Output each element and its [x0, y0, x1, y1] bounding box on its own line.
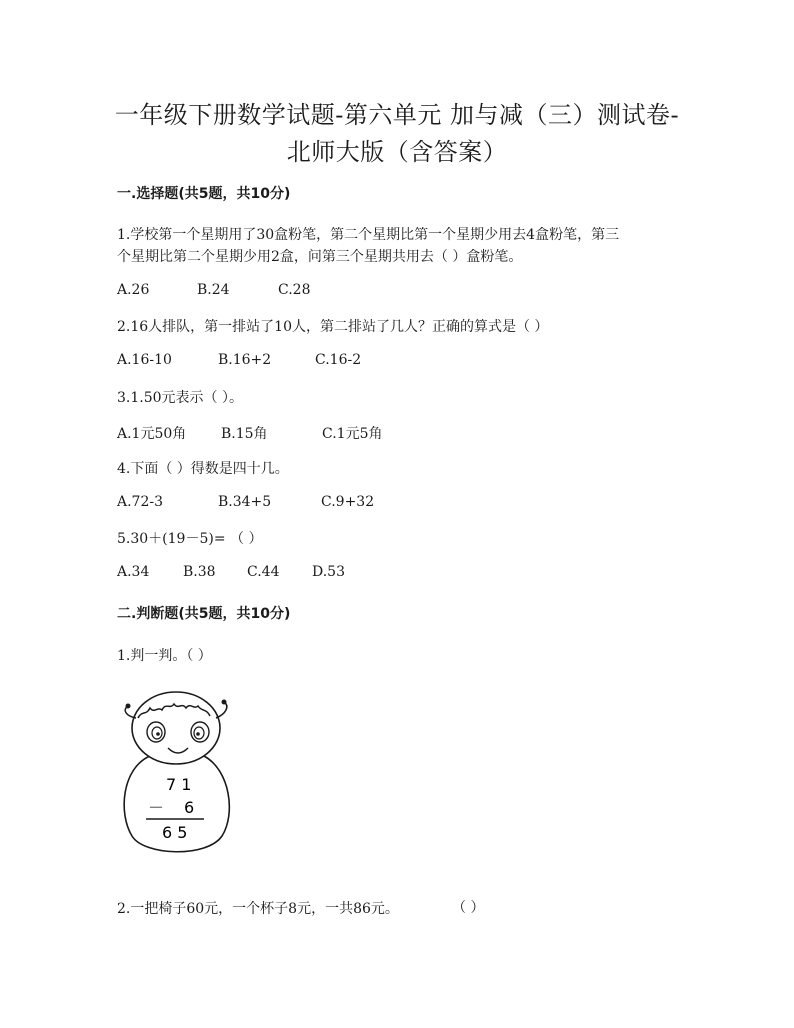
option-b[interactable]: B.24	[197, 282, 230, 298]
option-c[interactable]: C.44	[247, 564, 280, 580]
subtraction-minus: －	[148, 798, 165, 817]
option-d[interactable]: D.53	[312, 564, 345, 580]
option-a[interactable]: A.26	[117, 282, 150, 298]
section-heading-choice: 一.选择题(共5题，共10分)	[117, 186, 291, 202]
option-b[interactable]: B.34+5	[218, 494, 272, 510]
section-heading-judge: 二.判断题(共5题，共10分)	[117, 606, 291, 622]
question-1-options	[117, 282, 310, 298]
subtraction-row2: 6	[184, 798, 195, 817]
right-antenna-tip	[222, 700, 227, 705]
document-title-line2: 北师大版（含答案）	[286, 138, 508, 166]
option-a[interactable]: A.72-3	[117, 494, 164, 510]
option-b[interactable]: B.15角	[221, 426, 268, 442]
question-1-text-line1: 1.学校第一个星期用了30盒粉笔，第二个星期比第一个星期少用去4盒粉笔，第三	[117, 227, 620, 243]
option-b[interactable]: B.38	[183, 564, 216, 580]
option-c[interactable]: C.9+32	[321, 494, 375, 510]
subtraction-result: 6 5	[162, 823, 188, 842]
option-c[interactable]: C.16-2	[315, 352, 362, 368]
question-4-options	[117, 494, 374, 510]
judge-question-2-text: 2.一把椅子60元，一个杯子8元，一共86元。	[117, 901, 399, 917]
option-b[interactable]: B.16+2	[218, 352, 272, 368]
option-c[interactable]: C.28	[278, 282, 311, 298]
option-a[interactable]: A.1元50角	[117, 426, 187, 442]
option-c[interactable]: C.1元5角	[322, 426, 383, 442]
question-4-text: 4.下面（ ）得数是四十几。	[117, 461, 289, 477]
question-2-text: 2.16人排队，第一排站了10人，第二排站了几人？正确的算式是（ ）	[117, 319, 549, 335]
judge-question-2-blank[interactable]: （ ）	[452, 900, 485, 916]
judge-question-1-text: 1.判一判。（ ）	[117, 648, 212, 664]
question-5-text: 5.30＋(19－5)= （ ）	[117, 531, 263, 547]
question-2-options	[117, 352, 361, 368]
question-3-options	[117, 423, 382, 443]
question-3-text: 3.1.50元表示（ ）。	[117, 390, 243, 406]
option-a[interactable]: A.34	[117, 564, 150, 580]
left-antenna-tip	[126, 704, 131, 709]
question-1-text-line2: 个星期比第二个星期少用2盒，问第三个星期共用去（ ）盒粉笔。	[117, 249, 523, 265]
document-title-line1: 一年级下册数学试题-第六单元 加与减（三）测试卷-	[114, 101, 680, 129]
cartoon-subtraction-figure	[112, 688, 242, 860]
option-a[interactable]: A.16-10	[117, 352, 172, 368]
question-5-options	[117, 564, 345, 580]
subtraction-row1: 7 1	[166, 775, 192, 794]
